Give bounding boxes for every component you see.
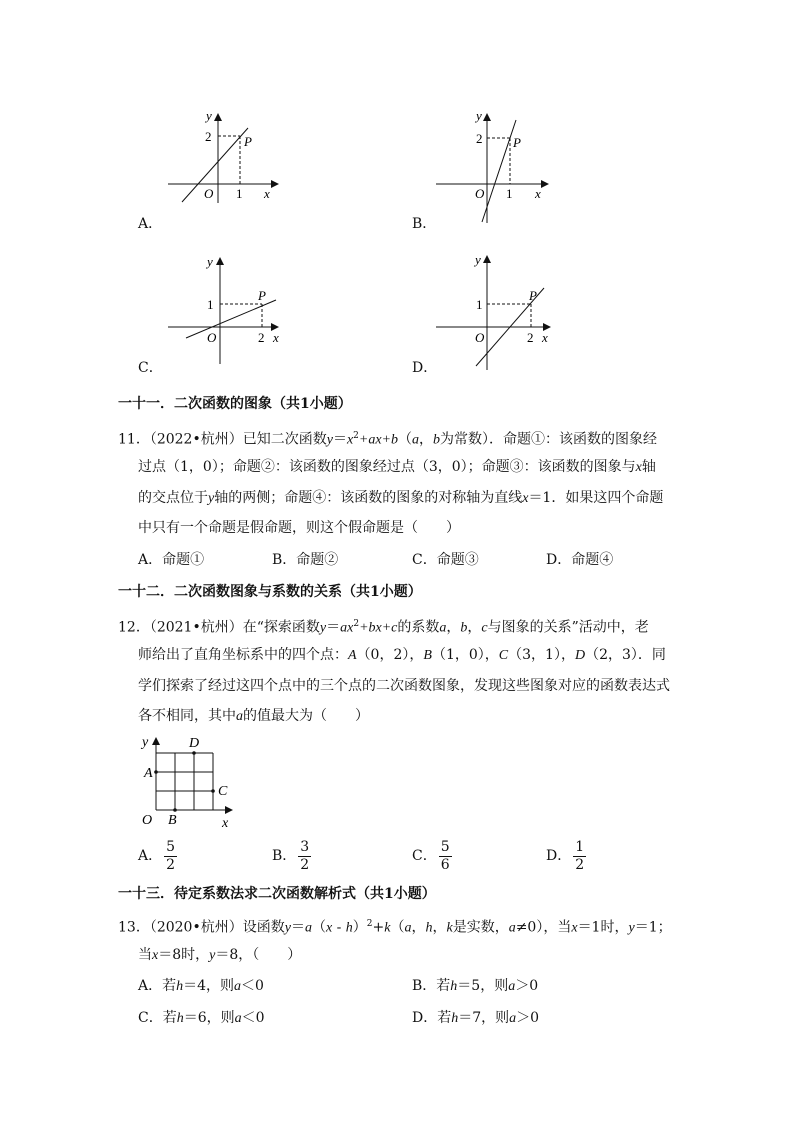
q11-option-b[interactable]: B．命题② bbox=[272, 552, 339, 568]
q12-line4-var: a bbox=[236, 709, 243, 724]
x-label: x bbox=[535, 186, 541, 201]
q11-option-d[interactable]: D．命题④ bbox=[546, 552, 614, 568]
q13-f-close: ） bbox=[352, 919, 367, 936]
q11-number: 11． bbox=[118, 431, 150, 448]
q13-f-eq: ＝ bbox=[290, 919, 305, 936]
origin-label: O bbox=[475, 330, 485, 345]
point-p: P bbox=[529, 288, 537, 303]
q12-f-eq: ＝ bbox=[326, 619, 341, 636]
q13-option-b[interactable] bbox=[412, 976, 538, 997]
option-b-label: B． bbox=[412, 216, 437, 232]
q13-option-a-h: h bbox=[176, 979, 184, 994]
q12-var-c: c bbox=[481, 620, 488, 636]
y-tick: 1 bbox=[476, 297, 483, 312]
q13-comma-1: ， bbox=[411, 919, 426, 936]
fraction-denominator: 2 bbox=[300, 856, 310, 873]
graph-b bbox=[432, 108, 562, 228]
y-label: y bbox=[476, 108, 482, 123]
q11-formula-sup: 2 bbox=[353, 431, 359, 441]
q11-line2-end: 轴 bbox=[641, 459, 656, 475]
q11-paren: （ bbox=[398, 431, 412, 448]
q13-option-d-a: a bbox=[509, 1011, 517, 1026]
q13-text-4: ≠0），当 bbox=[515, 919, 572, 936]
q13-var-a: a bbox=[404, 920, 412, 936]
q13-text-5: ＝1时， bbox=[577, 919, 629, 936]
q13-var-x: x bbox=[571, 920, 578, 936]
q13-option-a[interactable] bbox=[138, 976, 264, 997]
grid-lines bbox=[156, 753, 213, 810]
q12-comma-1: ， bbox=[446, 619, 461, 636]
q13-f-y: y bbox=[284, 920, 291, 936]
grid-point-b bbox=[173, 808, 177, 812]
q13-text-3: 是实数， bbox=[452, 919, 509, 936]
q12-option-c-label: C． bbox=[412, 848, 437, 864]
x-tick: 1 bbox=[236, 186, 243, 201]
q13-f-h: h bbox=[345, 920, 353, 936]
fraction-denominator: 6 bbox=[440, 856, 450, 873]
point-p: P bbox=[244, 134, 252, 149]
q13-option-c-label: C．若 bbox=[138, 1010, 177, 1026]
q13-option-a-label: A．若 bbox=[138, 978, 177, 994]
q12-option-a[interactable] bbox=[138, 838, 177, 874]
grid-d-label: D bbox=[189, 736, 200, 751]
q13-f-k: k bbox=[384, 920, 391, 936]
q12-coord-b: （1，0）， bbox=[431, 647, 499, 663]
q11-option-a[interactable]: A．命题① bbox=[138, 552, 205, 568]
grid-y-label: y bbox=[142, 735, 149, 750]
fraction-denominator: 2 bbox=[166, 856, 176, 873]
q12-var-b: b bbox=[460, 620, 468, 636]
q13-option-d-h: h bbox=[451, 1011, 459, 1026]
q13-f-sup: 2 bbox=[366, 919, 373, 929]
q12-option-a-label: A． bbox=[138, 848, 163, 864]
q11-line-4: 中只有一个命题是假命题，则这个假命题是（ ） bbox=[138, 520, 460, 536]
option-d-label: D． bbox=[412, 360, 438, 376]
q13-option-d-cond: ＞0 bbox=[516, 1010, 540, 1026]
q11-formula-rest: +ax+b bbox=[358, 432, 398, 448]
q12-f-sup: 2 bbox=[353, 619, 360, 629]
q12-point-d: D bbox=[574, 648, 586, 663]
q11-line-1 bbox=[118, 426, 657, 451]
q13-option-b-cond: ＞0 bbox=[515, 978, 539, 994]
q11-line3-y: y bbox=[208, 491, 215, 506]
q12-point-b: B bbox=[423, 648, 432, 663]
graph-c bbox=[160, 252, 290, 367]
q13-option-d-hv: ＝7，则 bbox=[458, 1010, 510, 1026]
grid-point-c bbox=[211, 789, 215, 793]
q13-line2-b: ＝8时， bbox=[158, 947, 210, 963]
y-tick: 2 bbox=[476, 131, 483, 146]
q11-line3-x: x bbox=[522, 491, 529, 506]
origin-label: O bbox=[475, 186, 485, 201]
q13-option-c-hv: ＝6，则 bbox=[183, 1010, 235, 1026]
q11-line2-x: x bbox=[635, 460, 642, 475]
x-tick: 2 bbox=[258, 330, 265, 345]
q12-f-y: y bbox=[319, 620, 327, 636]
q13-option-b-h: h bbox=[450, 979, 458, 994]
q13-line2-c: ＝8，（ ） bbox=[215, 947, 302, 963]
q12-line-1 bbox=[118, 614, 649, 639]
q13-var-y: y bbox=[628, 920, 635, 936]
q12-source: （2021•杭州） bbox=[149, 619, 243, 636]
q13-option-b-hv: ＝5，则 bbox=[457, 978, 509, 994]
q12-point-c: C bbox=[498, 648, 509, 663]
graph-a bbox=[160, 108, 290, 208]
q12-line4-b: 的值最大为（ ） bbox=[243, 708, 369, 724]
q12-coord-c: （3，1）， bbox=[508, 647, 575, 663]
q11-text: 已知二次函数 bbox=[242, 431, 327, 448]
q11-source: （2022•杭州） bbox=[149, 431, 243, 448]
q13-option-a-cond: ＜0 bbox=[241, 978, 264, 994]
q11-line-3 bbox=[138, 488, 663, 509]
q13-option-a-a: a bbox=[234, 979, 242, 994]
q11-text-2: 为常数）．命题①：该函数的图象经 bbox=[440, 431, 657, 448]
q12-option-c-fraction bbox=[439, 839, 452, 874]
grid-x-label: x bbox=[222, 816, 229, 831]
q12-option-a-fraction bbox=[164, 839, 177, 874]
q13-line-2 bbox=[138, 945, 301, 966]
q11-line3-b: 轴的两侧；命题④：该函数的图象的对称轴为直线 bbox=[214, 490, 523, 506]
q13-option-c-h: h bbox=[176, 1011, 184, 1026]
q11-formula-x: x bbox=[346, 432, 354, 448]
q11-var-a: a bbox=[412, 432, 419, 448]
x-tick: 2 bbox=[527, 330, 534, 345]
q12-line2-a: 师给出了直角坐标系中的四个点： bbox=[138, 647, 348, 663]
q13-var-k: k bbox=[446, 920, 453, 936]
q11-line3-c: ＝1．如果这四个命题 bbox=[528, 490, 664, 506]
x-label: x bbox=[542, 330, 548, 345]
q12-text: 在“探索函数 bbox=[242, 619, 320, 636]
q12-point-a: A bbox=[348, 648, 357, 663]
q12-coord-a: （0，2）， bbox=[356, 647, 424, 663]
q13-f-plus: + bbox=[372, 919, 385, 936]
q12-option-d-fraction bbox=[573, 839, 586, 874]
fraction-numerator: 5 bbox=[166, 838, 176, 855]
q12-f-rest: +bx+c bbox=[359, 620, 398, 636]
q13-line2-y: y bbox=[209, 948, 216, 963]
q13-line-1 bbox=[118, 914, 672, 939]
point-p: P bbox=[258, 288, 266, 303]
x-label: x bbox=[264, 186, 270, 201]
option-c-label: C． bbox=[138, 360, 163, 376]
q13-option-d-label: D．若 bbox=[412, 1010, 452, 1026]
grid-origin-label: O bbox=[142, 813, 153, 828]
section-11-title: 一十一．二次函数的图象（共1小题） bbox=[118, 396, 352, 412]
y-label: y bbox=[206, 108, 212, 123]
x-tick: 1 bbox=[506, 186, 513, 201]
fraction-numerator: 1 bbox=[575, 838, 585, 855]
q13-option-c-a: a bbox=[234, 1011, 242, 1026]
q12-grid-figure bbox=[138, 732, 248, 832]
grid-a-label: A bbox=[144, 766, 153, 781]
q12-option-b-fraction bbox=[298, 839, 311, 874]
q11-var-b: b bbox=[433, 432, 440, 448]
point-p: P bbox=[513, 135, 521, 150]
y-tick: 2 bbox=[205, 129, 212, 144]
q13-option-b-label: B．若 bbox=[412, 978, 451, 994]
section-13-title: 一十三．待定系数法求二次函数解析式（共1小题） bbox=[118, 886, 436, 902]
grid-point-a bbox=[154, 770, 158, 774]
q13-text: 设函数 bbox=[242, 919, 285, 936]
origin-label: O bbox=[204, 186, 214, 201]
q12-coord-d: （2，3）．同 bbox=[585, 647, 666, 663]
fraction-numerator: 3 bbox=[300, 838, 310, 855]
q11-formula-eq: ＝ bbox=[332, 431, 347, 448]
grid-c-label: C bbox=[218, 784, 228, 799]
q13-source: （2020•杭州） bbox=[149, 919, 243, 936]
q13-line2-a: 当 bbox=[138, 947, 152, 963]
q11-line-2 bbox=[138, 457, 656, 478]
y-label: y bbox=[475, 252, 481, 267]
grid-b-label: B bbox=[168, 813, 177, 828]
grid-point-d bbox=[192, 751, 196, 755]
q12-line-3: 学们探索了经过这四个点中的三个点的二次函数图象，发现这些图象对应的函数表达式 bbox=[138, 678, 670, 694]
q12-line4-a: 各不相同，其中 bbox=[138, 708, 236, 724]
q11-formula-y: y bbox=[326, 432, 333, 448]
q12-f-ax: ax bbox=[340, 620, 354, 636]
fraction-denominator: 2 bbox=[575, 856, 585, 873]
x-label: x bbox=[273, 330, 279, 345]
q13-text-6: ＝1； bbox=[634, 919, 672, 936]
q12-option-b-label: B． bbox=[272, 848, 297, 864]
section-12-title: 一十二．二次函数图象与系数的关系（共1小题） bbox=[118, 584, 422, 600]
q13-option-c-cond: ＜0 bbox=[241, 1010, 265, 1026]
q13-f-x: x bbox=[325, 920, 333, 936]
q12-option-d[interactable] bbox=[546, 838, 586, 874]
origin-label: O bbox=[207, 330, 217, 345]
q13-f-a: a bbox=[304, 920, 312, 936]
q11-line3-a: 的交点位于 bbox=[138, 490, 208, 506]
q12-line-4 bbox=[138, 706, 369, 727]
q13-option-a-hv: ＝4，则 bbox=[183, 978, 235, 994]
q13-option-d[interactable] bbox=[412, 1008, 539, 1029]
q13-f-paren: （ bbox=[311, 919, 326, 936]
q12-text-2: 的系数 bbox=[397, 619, 440, 636]
q13-option-b-a: a bbox=[508, 979, 516, 994]
q13-f-minus: - bbox=[332, 919, 346, 936]
q13-var-a2: a bbox=[508, 920, 516, 936]
q12-option-b[interactable] bbox=[272, 838, 311, 874]
y-tick: 1 bbox=[207, 297, 214, 312]
q13-paren: （ bbox=[390, 919, 405, 936]
q12-option-c[interactable] bbox=[412, 838, 452, 874]
q13-option-c[interactable] bbox=[138, 1008, 265, 1029]
q13-comma-2: ， bbox=[432, 919, 447, 936]
fraction-numerator: 5 bbox=[440, 838, 450, 855]
q11-comma: ， bbox=[419, 431, 433, 448]
q11-option-c[interactable]: C．命题③ bbox=[412, 552, 479, 568]
q13-line2-x: x bbox=[152, 948, 159, 963]
q12-line-2 bbox=[138, 645, 666, 666]
q11-line2-text: 过点（1，0）；命题②：该函数的图象经过点（3，0）；命题③：该函数的图象与 bbox=[138, 459, 636, 475]
graph-d bbox=[432, 252, 562, 372]
q13-number: 13． bbox=[118, 919, 150, 936]
y-label: y bbox=[207, 254, 213, 269]
q12-option-d-label: D． bbox=[546, 848, 572, 864]
q12-var-a: a bbox=[439, 620, 447, 636]
q12-comma-2: ， bbox=[467, 619, 482, 636]
q12-number: 12． bbox=[118, 619, 150, 636]
q12-text-3: 与图象的关系”活动中，老 bbox=[487, 619, 649, 636]
q13-var-h: h bbox=[425, 920, 433, 936]
option-a-label: A． bbox=[138, 216, 163, 232]
